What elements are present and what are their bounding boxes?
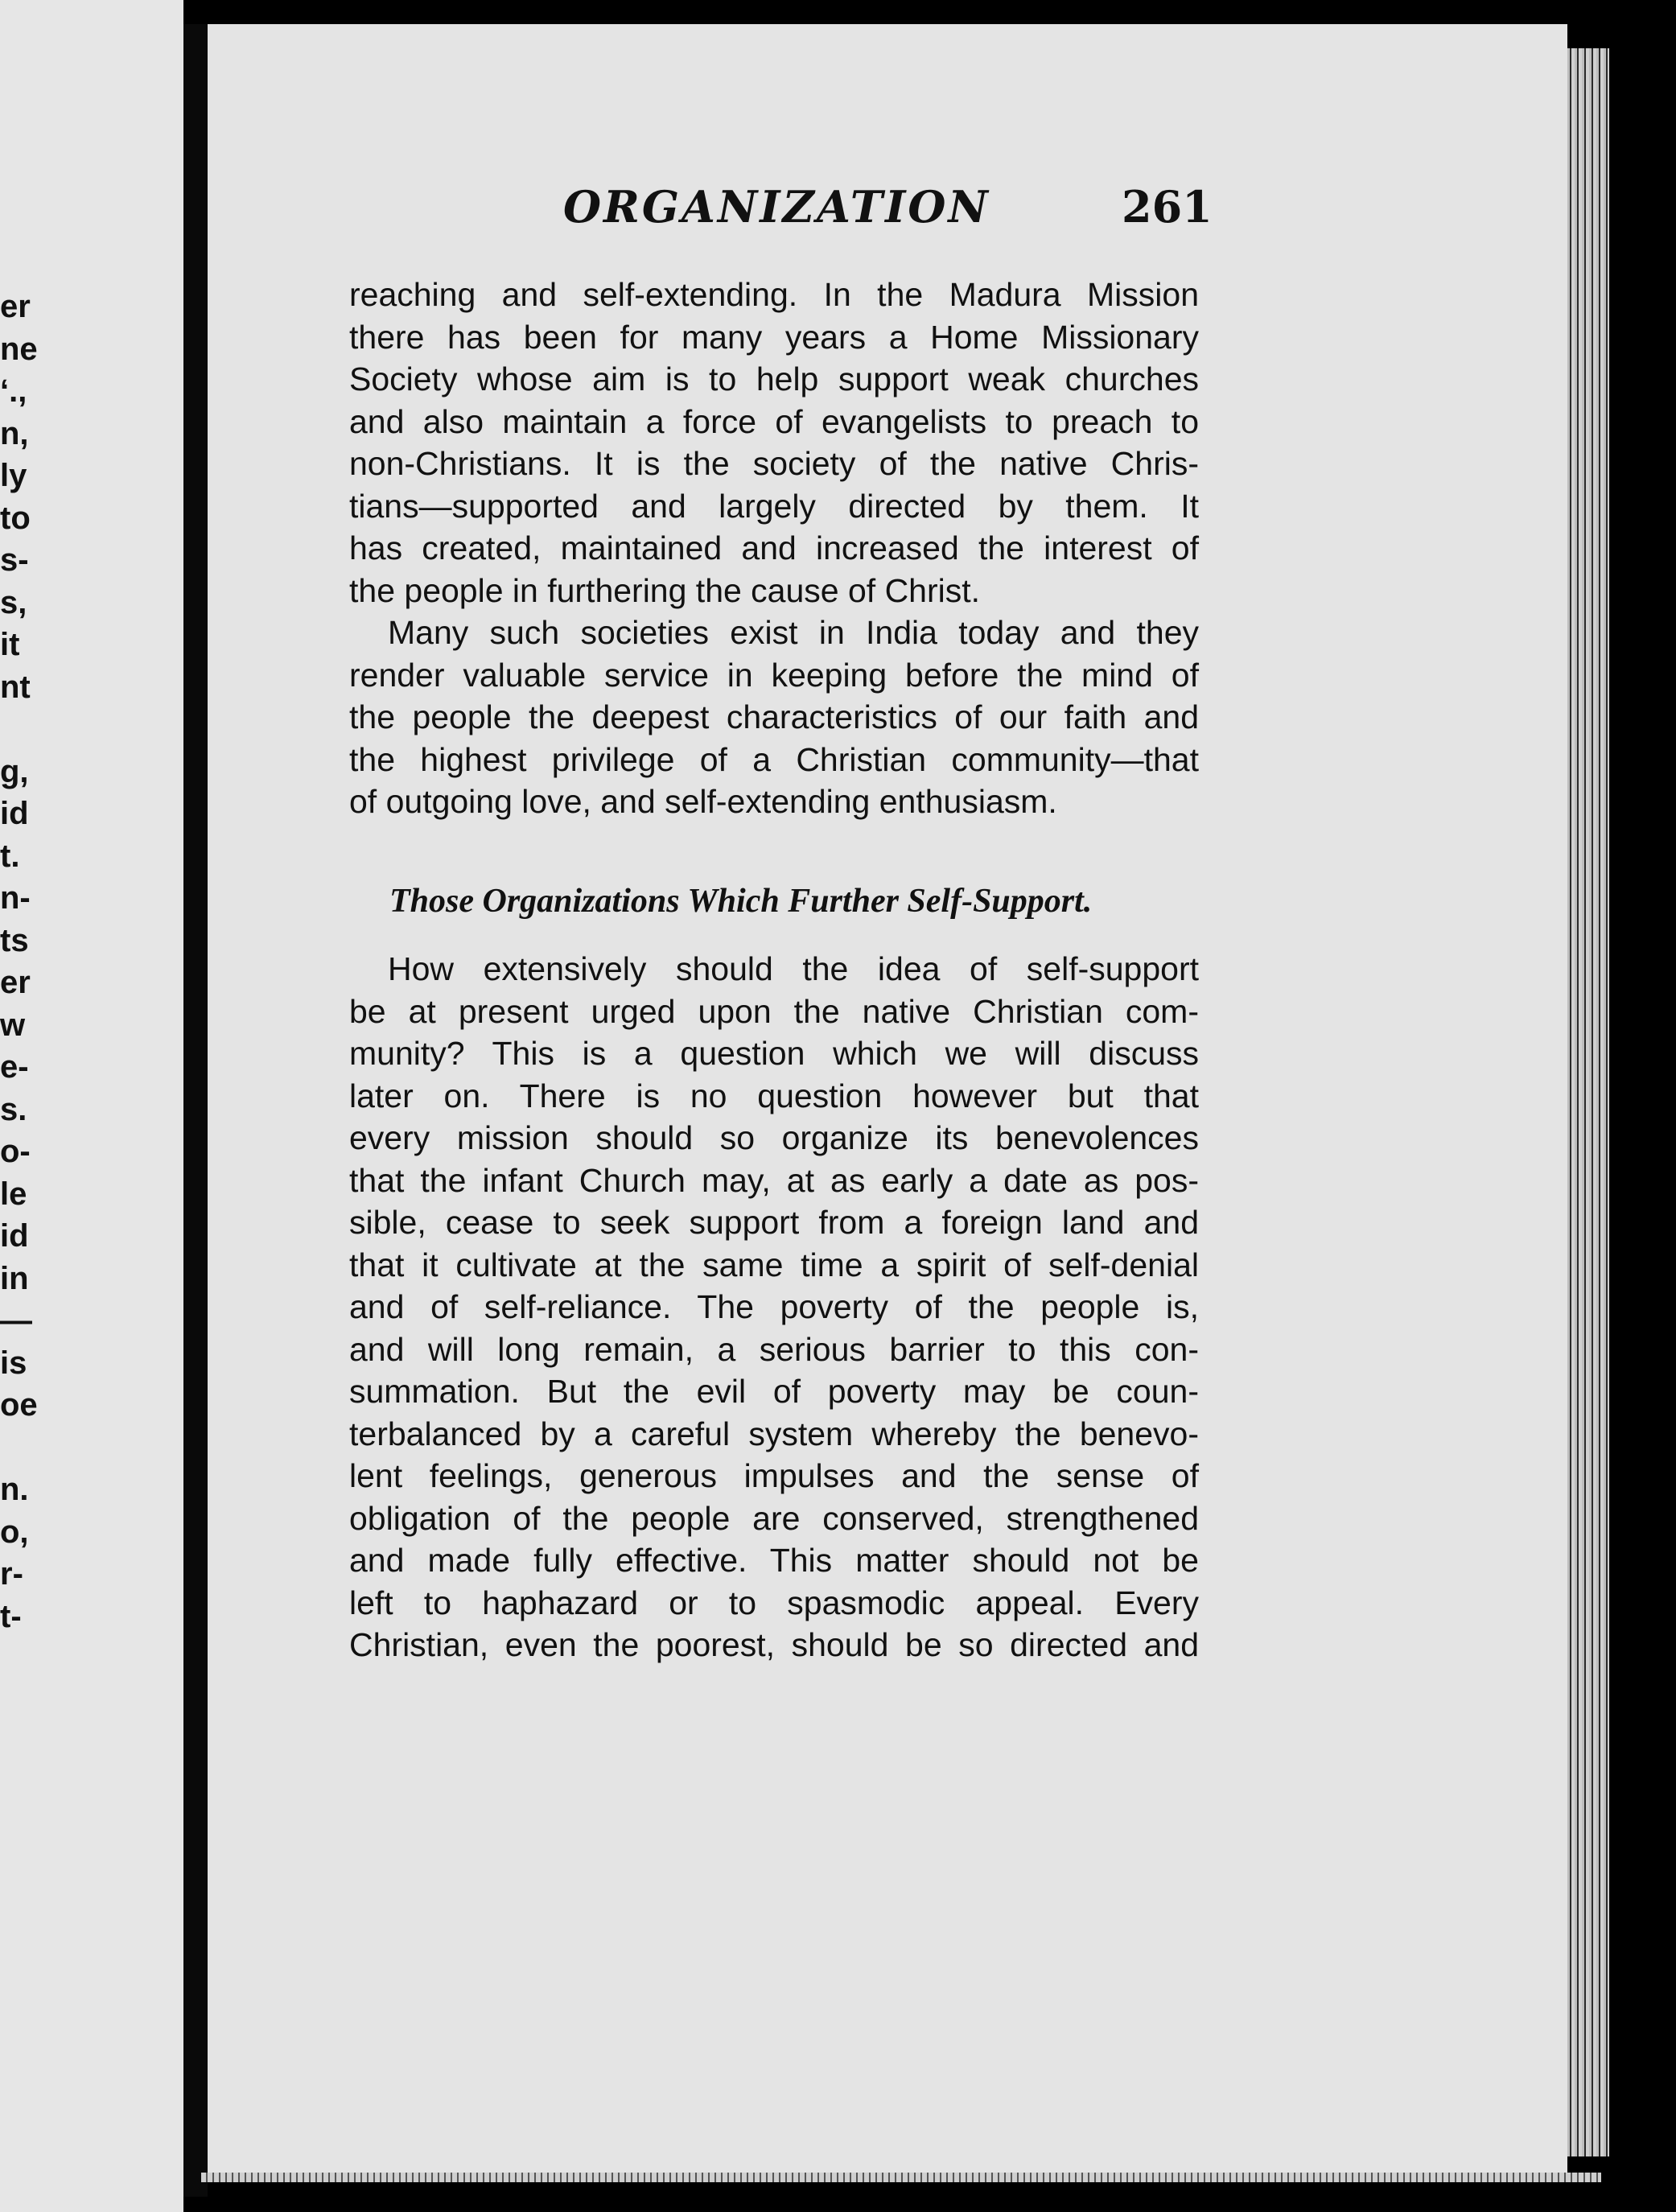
fragment: oe — [0, 1387, 38, 1423]
fragment: ne — [0, 331, 38, 367]
fragment: le — [0, 1176, 27, 1212]
text-line: later on. There is no question however but that — [349, 1077, 1199, 1114]
text-line: that the infant Church may, at as early a date as pos- — [349, 1161, 1199, 1199]
text-line: Society whose aim is to help support weak churches — [349, 360, 1199, 398]
text-line: and also maintain a force of evangelists to preach to — [349, 402, 1199, 440]
fragment: w — [0, 1007, 26, 1043]
fragment: e- — [0, 1049, 29, 1085]
body-text-upper — [349, 274, 1199, 823]
fragment: er — [0, 289, 31, 324]
fragment: er — [0, 965, 31, 1000]
text-line: be at present urged upon the native Christian com- — [349, 992, 1199, 1030]
facing-page-text-fragments — [0, 286, 56, 1637]
text-line: and of self-reliance. The poverty of the people is, — [349, 1288, 1199, 1325]
text-line: of outgoing love, and self-extending enthusiasm. — [349, 783, 1057, 820]
fragment: ly — [0, 458, 27, 493]
fragment: ‘., — [0, 373, 27, 409]
text-line: left to haphazard or to spasmodic appeal. Every — [349, 1584, 1199, 1621]
text-line: How extensively should the idea of self-support — [388, 950, 1199, 987]
fragment: nt — [0, 669, 31, 705]
text-line: Many such societies exist in India today and they — [388, 614, 1199, 651]
fragment: to — [0, 500, 31, 536]
fragment: n- — [0, 880, 31, 916]
text-line: tians—supported and largely directed by them. It — [349, 487, 1199, 525]
fragment: n, — [0, 415, 29, 451]
fragment: n. — [0, 1472, 29, 1507]
text-line: terbalanced by a careful system whereby the benevo- — [349, 1415, 1199, 1452]
text-line: sible, cease to seek support from a foreign land and — [349, 1204, 1199, 1241]
fragment: is — [0, 1345, 27, 1381]
fragment: id — [0, 1218, 29, 1254]
text-line: Christian, even the poorest, should be so directed and — [349, 1626, 1199, 1663]
book-gutter — [183, 24, 208, 2197]
page-edge — [1567, 48, 1609, 2156]
text-line: render valuable service in keeping before the mind of — [349, 656, 1199, 694]
page-bottom-edge — [201, 2173, 1601, 2182]
running-head: ORGANIZATION — [563, 181, 990, 233]
fragment: o- — [0, 1134, 31, 1169]
fragment — [0, 1427, 56, 1469]
page-header — [563, 181, 1213, 237]
fragment: it — [0, 627, 20, 662]
facing-page — [0, 0, 183, 2212]
text-line: non-Christians. It is the society of the native Chris- — [349, 445, 1199, 482]
text-line: and made fully effective. This matter should not be — [349, 1542, 1199, 1579]
fragment: s- — [0, 542, 29, 578]
fragment: in — [0, 1260, 29, 1296]
fragment: id — [0, 796, 29, 831]
body-text-lower — [349, 948, 1199, 1666]
text-line: reaching and self-extending. In the Madura Mission — [349, 276, 1199, 313]
text-line: obligation of the people are conserved, strengthened — [349, 1499, 1199, 1537]
fragment: s. — [0, 1091, 27, 1127]
section-heading: Those Organizations Which Further Self-Support. — [389, 883, 1093, 920]
text-line: summation. But the evil of poverty may be coun- — [349, 1373, 1199, 1410]
fragment: o, — [0, 1514, 29, 1550]
fragment: t. — [0, 838, 20, 874]
text-line: there has been for many years a Home Missionary — [349, 318, 1199, 356]
fragment: g, — [0, 753, 29, 789]
fragment: s, — [0, 584, 27, 620]
text-line: and will long remain, a serious barrier to this con- — [349, 1330, 1199, 1368]
page-number: 261 — [1122, 181, 1213, 233]
text-line: every mission should so organize its benevolences — [349, 1119, 1199, 1156]
text-line: the people the deepest characteristics of our faith and — [349, 698, 1199, 735]
fragment: t- — [0, 1598, 22, 1634]
fragment: ts — [0, 922, 29, 958]
text-line: that it cultivate at the same time a spirit of self-denial — [349, 1246, 1199, 1283]
text-line: the highest privilege of a Christian community—that — [349, 740, 1199, 778]
text-line: the people in furthering the cause of Christ. — [349, 571, 981, 609]
fragment: — — [0, 1303, 32, 1338]
text-line: munity? This is a question which we will discuss — [349, 1035, 1199, 1072]
text-line: lent feelings, generous impulses and the sense of — [349, 1457, 1199, 1494]
fragment: r- — [0, 1556, 23, 1592]
text-line: has created, maintained and increased the interest of — [349, 529, 1199, 566]
fragment — [0, 708, 56, 751]
